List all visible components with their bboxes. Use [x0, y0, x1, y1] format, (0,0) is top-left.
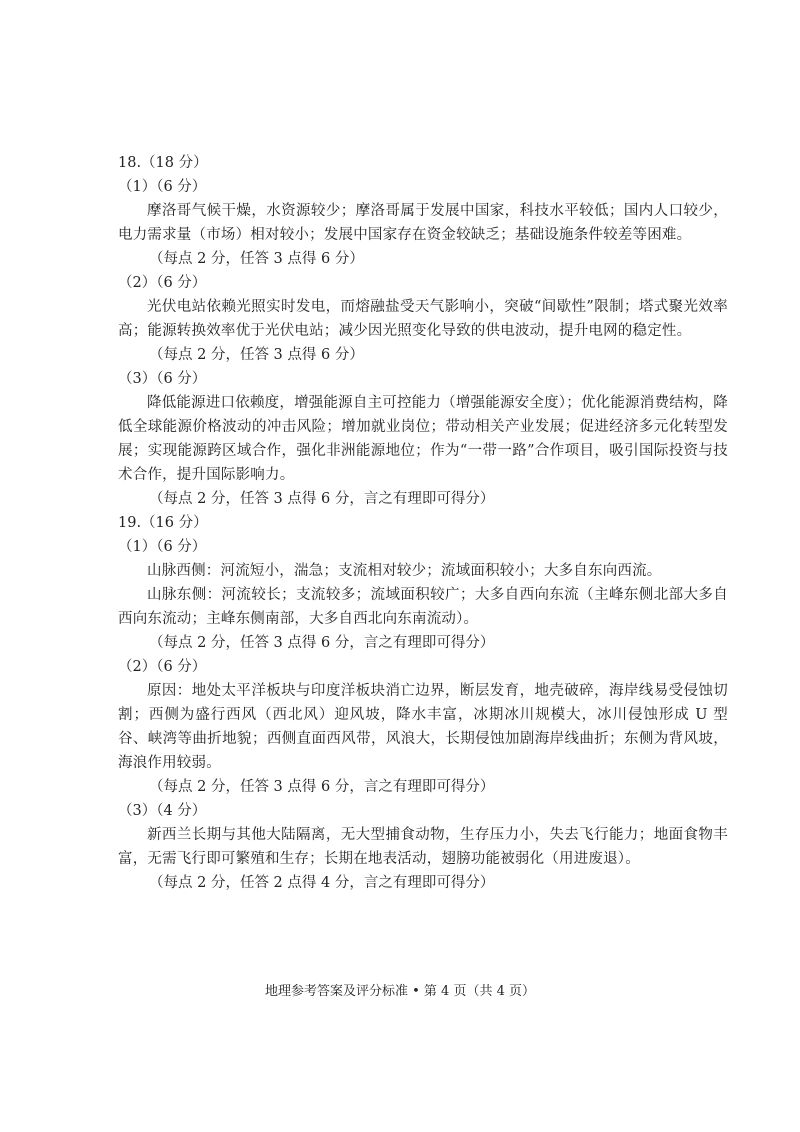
q19-part3-title: （3）（4 分）	[118, 803, 207, 819]
q19-part1-title: （1）（6 分）	[118, 539, 207, 555]
q19-part1-answer-east: 山脉东侧：河流较长；支流较多；流域面积较广；大多自西向东流（主峰东侧北部大多自西向东流动；主峰东侧南部，大多自西北向东南流动）。	[118, 587, 728, 627]
q19-part3-scoring: （每点 2 分，任答 2 点得 4 分，言之有理即可得分）	[149, 875, 495, 891]
q18-part2-title: （2）（6 分）	[118, 275, 207, 291]
answer-content	[118, 151, 728, 895]
q19-part1-scoring: （每点 2 分，任答 3 点得 6 分，言之有理即可得分）	[149, 635, 495, 651]
question-18-title: 18.（18 分）	[118, 155, 208, 171]
q18-part1-title: （1）（6 分）	[118, 179, 207, 195]
q18-part2-scoring: （每点 2 分，任答 3 点得 6 分）	[149, 347, 364, 363]
q19-part2-answer: 原因：地处太平洋板块与印度洋板块消亡边界，断层发育，地壳破碎，海岸线易受侵蚀切割；西侧为盛行西风（西北风）迎风坡，降水丰富，冰期冰川规模大，冰川侵蚀形成 U 型谷、峡湾等曲折地貌；西侧直面西风带，风浪大，长期侵蚀加剧海岸线曲折；东侧为背风坡，海浪作用较弱。	[118, 683, 728, 771]
q19-part3-answer: 新西兰长期与其他大陆隔离，无大型捕食动物，生存压力小，失去飞行能力；地面食物丰富，无需飞行即可繁殖和生存；长期在地表活动，翅膀功能被弱化（用进废退）。	[118, 827, 728, 867]
question-19-title: 19.（16 分）	[118, 515, 208, 531]
q18-part3-answer: 降低能源进口依赖度，增强能源自主可控能力（增强能源安全度）；优化能源消费结构，降低全球能源价格波动的冲击风险；增加就业岗位；带动相关产业发展；促进经济多元化转型发展；实现能源跨区域合作，强化非洲能源地位；作为“一带一路”合作项目，吸引国际投资与技术合作，提升国际影响力。	[118, 395, 728, 483]
q18-part3-scoring: （每点 2 分，任答 3 点得 6 分，言之有理即可得分）	[149, 491, 495, 507]
q18-part1-scoring: （每点 2 分，任答 3 点得 6 分）	[149, 251, 364, 267]
q18-part3-title: （3）（6 分）	[118, 371, 207, 387]
q18-part2-answer: 光伏电站依赖光照实时发电，而熔融盐受天气影响小，突破“间歇性”限制；塔式聚光效率高；能源转换效率优于光伏电站；减少因光照变化导致的供电波动，提升电网的稳定性。	[118, 299, 728, 339]
q19-part1-answer-west: 山脉西侧：河流短小，湍急；支流相对较少；流域面积较小；大多自东向西流。	[147, 563, 662, 579]
q18-part1-answer: 摩洛哥气候干燥，水资源较少；摩洛哥属于发展中国家，科技水平较低；国内人口较少，电力需求量（市场）相对较小；发展中国家存在资金较缺乏；基础设施条件较差等困难。	[118, 203, 728, 243]
page-footer: 地理参考答案及评分标准 • 第 4 页（共 4 页）	[264, 984, 535, 999]
q19-part2-title: （2）（6 分）	[118, 659, 207, 675]
q19-part2-scoring: （每点 2 分，任答 3 点得 6 分，言之有理即可得分）	[149, 779, 495, 795]
